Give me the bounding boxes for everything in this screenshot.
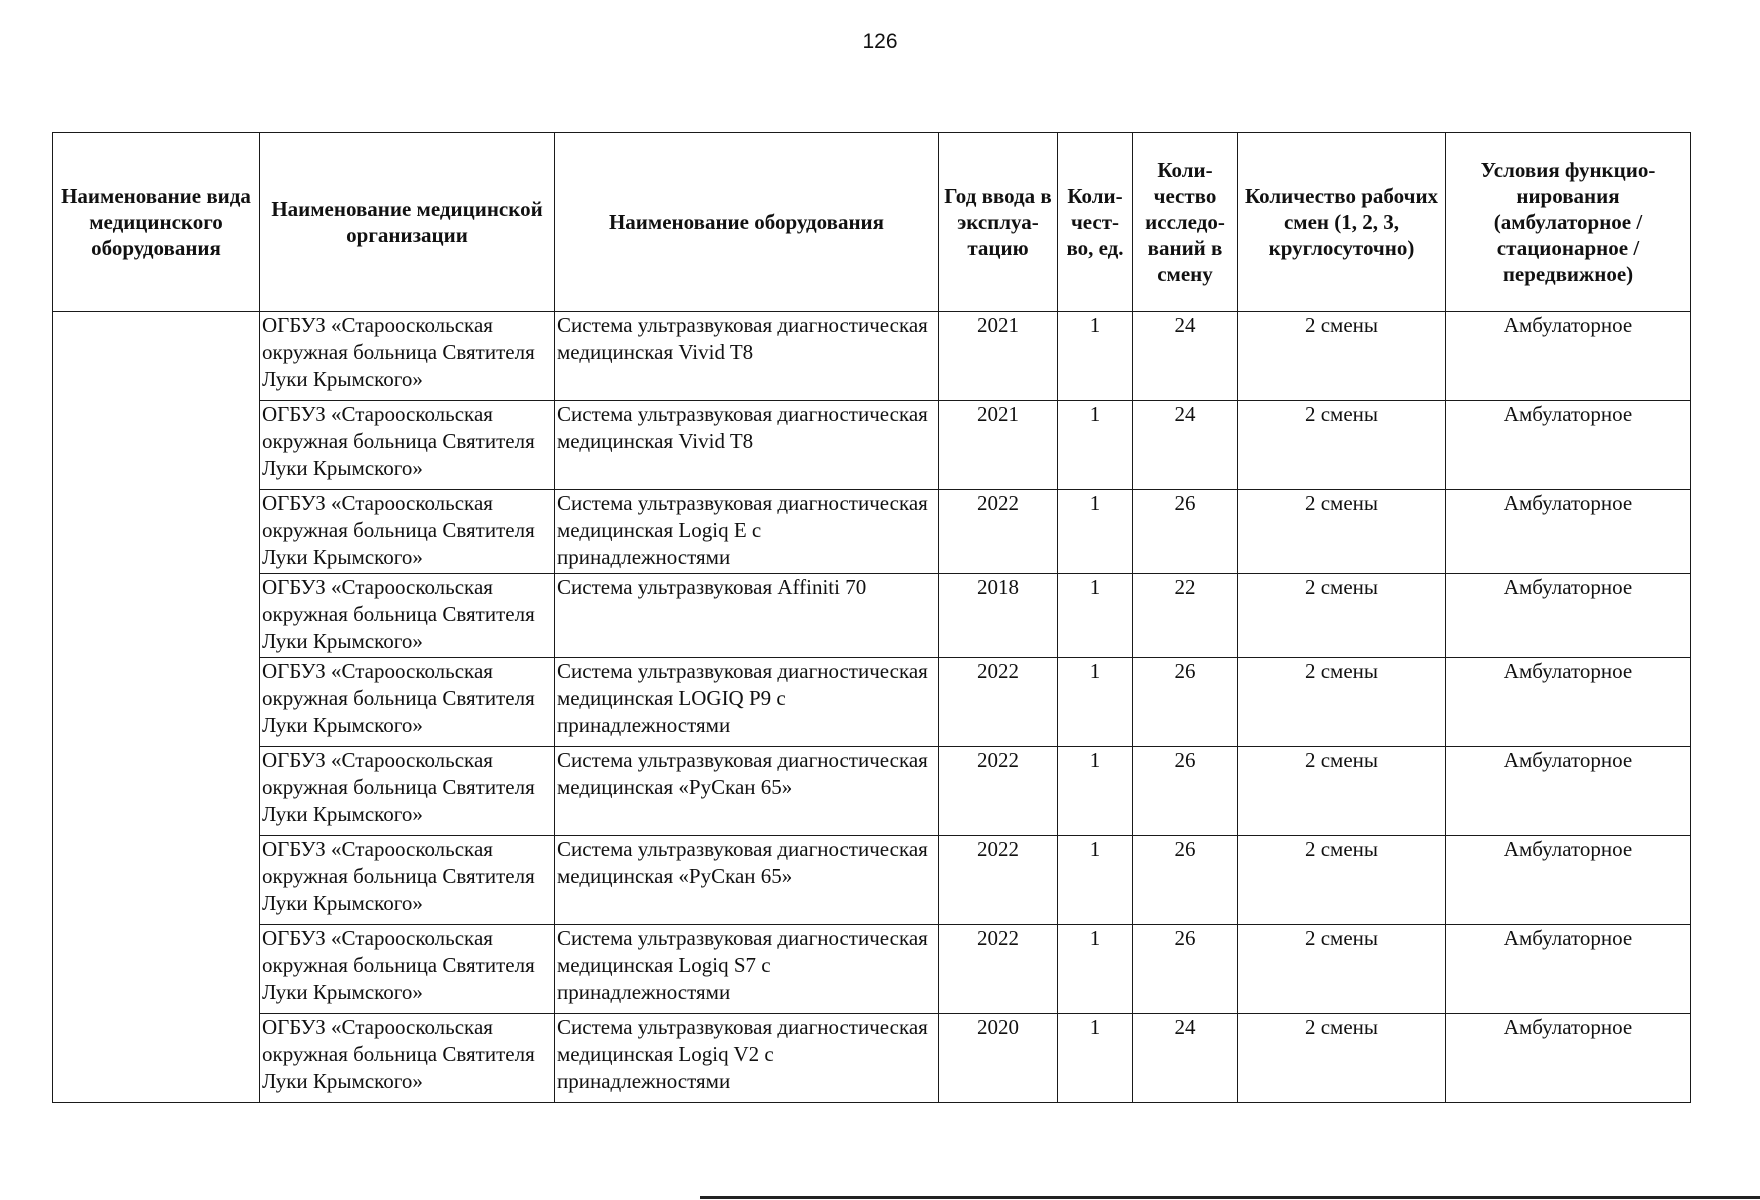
conditions-cell: Амбулаторное (1446, 836, 1691, 925)
shifts-cell: 2 смены (1238, 312, 1446, 401)
header-organization: Наименование медицинской организации (260, 133, 555, 312)
table-row (53, 312, 1691, 401)
table-row (53, 658, 1691, 747)
conditions-cell: Амбулаторное (1446, 747, 1691, 836)
conditions-cell: Амбулаторное (1446, 658, 1691, 747)
equipment-cell: Система ультразвуковая диагностическая медицинская Vivid T8 (555, 312, 939, 401)
year-cell: 2022 (939, 925, 1058, 1014)
header-studies-per-shift: Коли-чество исследо-ваний в смену (1133, 133, 1238, 312)
equipment-cell: Система ультразвуковая диагностическая медицинская «РуСкан 65» (555, 836, 939, 925)
studies-cell: 24 (1133, 312, 1238, 401)
equipment-cell: Система ультразвуковая диагностическая медицинская Logiq V2 с принадлежностями (555, 1014, 939, 1103)
year-cell: 2021 (939, 312, 1058, 401)
equipment-type-cell (53, 312, 260, 1103)
page-number: 126 (862, 30, 898, 53)
org-cell: ОГБУЗ «Старооскольская окружная больница Святителя Луки Крымского» (260, 747, 555, 836)
qty-cell: 1 (1058, 747, 1133, 836)
table-row (53, 490, 1691, 574)
header-equipment-name: Наименование оборудования (555, 133, 939, 312)
studies-cell: 22 (1133, 574, 1238, 658)
year-cell: 2022 (939, 490, 1058, 574)
org-cell: ОГБУЗ «Старооскольская окружная больница Святителя Луки Крымского» (260, 490, 555, 574)
qty-cell: 1 (1058, 1014, 1133, 1103)
table-row (53, 1014, 1691, 1103)
table-row (53, 747, 1691, 836)
org-cell: ОГБУЗ «Старооскольская окружная больница Святителя Луки Крымского» (260, 1014, 555, 1103)
studies-cell: 26 (1133, 836, 1238, 925)
qty-cell: 1 (1058, 401, 1133, 490)
table-row (53, 401, 1691, 490)
studies-cell: 26 (1133, 490, 1238, 574)
qty-cell: 1 (1058, 925, 1133, 1014)
org-cell: ОГБУЗ «Старооскольская окружная больница Святителя Луки Крымского» (260, 658, 555, 747)
qty-cell: 1 (1058, 574, 1133, 658)
year-cell: 2018 (939, 574, 1058, 658)
header-equipment-type: Наименование вида медицинского оборудования (53, 133, 260, 312)
equipment-cell: Система ультразвуковая Affiniti 70 (555, 574, 939, 658)
org-cell: ОГБУЗ «Старооскольская окружная больница Святителя Луки Крымского» (260, 401, 555, 490)
header-shifts: Количество рабочих смен (1, 2, 3, круглосуточно) (1238, 133, 1446, 312)
shifts-cell: 2 смены (1238, 925, 1446, 1014)
bottom-scan-line (700, 1196, 1760, 1199)
conditions-cell: Амбулаторное (1446, 401, 1691, 490)
qty-cell: 1 (1058, 490, 1133, 574)
header-quantity: Коли-чест-во, ед. (1058, 133, 1133, 312)
studies-cell: 26 (1133, 925, 1238, 1014)
header-year: Год ввода в эксплуа-тацию (939, 133, 1058, 312)
equipment-cell: Система ультразвуковая диагностическая медицинская Logiq E с принадлежностями (555, 490, 939, 574)
equipment-cell: Система ультразвуковая диагностическая медицинская Vivid T8 (555, 401, 939, 490)
table-row (53, 836, 1691, 925)
equipment-cell: Система ультразвуковая диагностическая медицинская LOGIQ P9 с принадлежностями (555, 658, 939, 747)
org-cell: ОГБУЗ «Старооскольская окружная больница Святителя Луки Крымского» (260, 574, 555, 658)
qty-cell: 1 (1058, 658, 1133, 747)
table-row (53, 925, 1691, 1014)
table-row (53, 574, 1691, 658)
year-cell: 2022 (939, 658, 1058, 747)
org-cell: ОГБУЗ «Старооскольская окружная больница Святителя Луки Крымского» (260, 312, 555, 401)
studies-cell: 26 (1133, 658, 1238, 747)
shifts-cell: 2 смены (1238, 836, 1446, 925)
equipment-cell: Система ультразвуковая диагностическая медицинская «РуСкан 65» (555, 747, 939, 836)
equipment-table (52, 132, 1691, 1103)
studies-cell: 26 (1133, 747, 1238, 836)
shifts-cell: 2 смены (1238, 490, 1446, 574)
conditions-cell: Амбулаторное (1446, 490, 1691, 574)
shifts-cell: 2 смены (1238, 1014, 1446, 1103)
header-conditions: Условия функцио-нирования (амбулаторное / стационарное / передвижное) (1446, 133, 1691, 312)
conditions-cell: Амбулаторное (1446, 1014, 1691, 1103)
year-cell: 2020 (939, 1014, 1058, 1103)
shifts-cell: 2 смены (1238, 401, 1446, 490)
org-cell: ОГБУЗ «Старооскольская окружная больница Святителя Луки Крымского» (260, 836, 555, 925)
studies-cell: 24 (1133, 1014, 1238, 1103)
year-cell: 2022 (939, 747, 1058, 836)
conditions-cell: Амбулаторное (1446, 312, 1691, 401)
conditions-cell: Амбулаторное (1446, 574, 1691, 658)
year-cell: 2022 (939, 836, 1058, 925)
studies-cell: 24 (1133, 401, 1238, 490)
equipment-cell: Система ультразвуковая диагностическая медицинская Logiq S7 с принадлежностями (555, 925, 939, 1014)
shifts-cell: 2 смены (1238, 747, 1446, 836)
qty-cell: 1 (1058, 312, 1133, 401)
shifts-cell: 2 смены (1238, 658, 1446, 747)
year-cell: 2021 (939, 401, 1058, 490)
shifts-cell: 2 смены (1238, 574, 1446, 658)
qty-cell: 1 (1058, 836, 1133, 925)
conditions-cell: Амбулаторное (1446, 925, 1691, 1014)
org-cell: ОГБУЗ «Старооскольская окружная больница Святителя Луки Крымского» (260, 925, 555, 1014)
table-header-row (53, 133, 1691, 312)
